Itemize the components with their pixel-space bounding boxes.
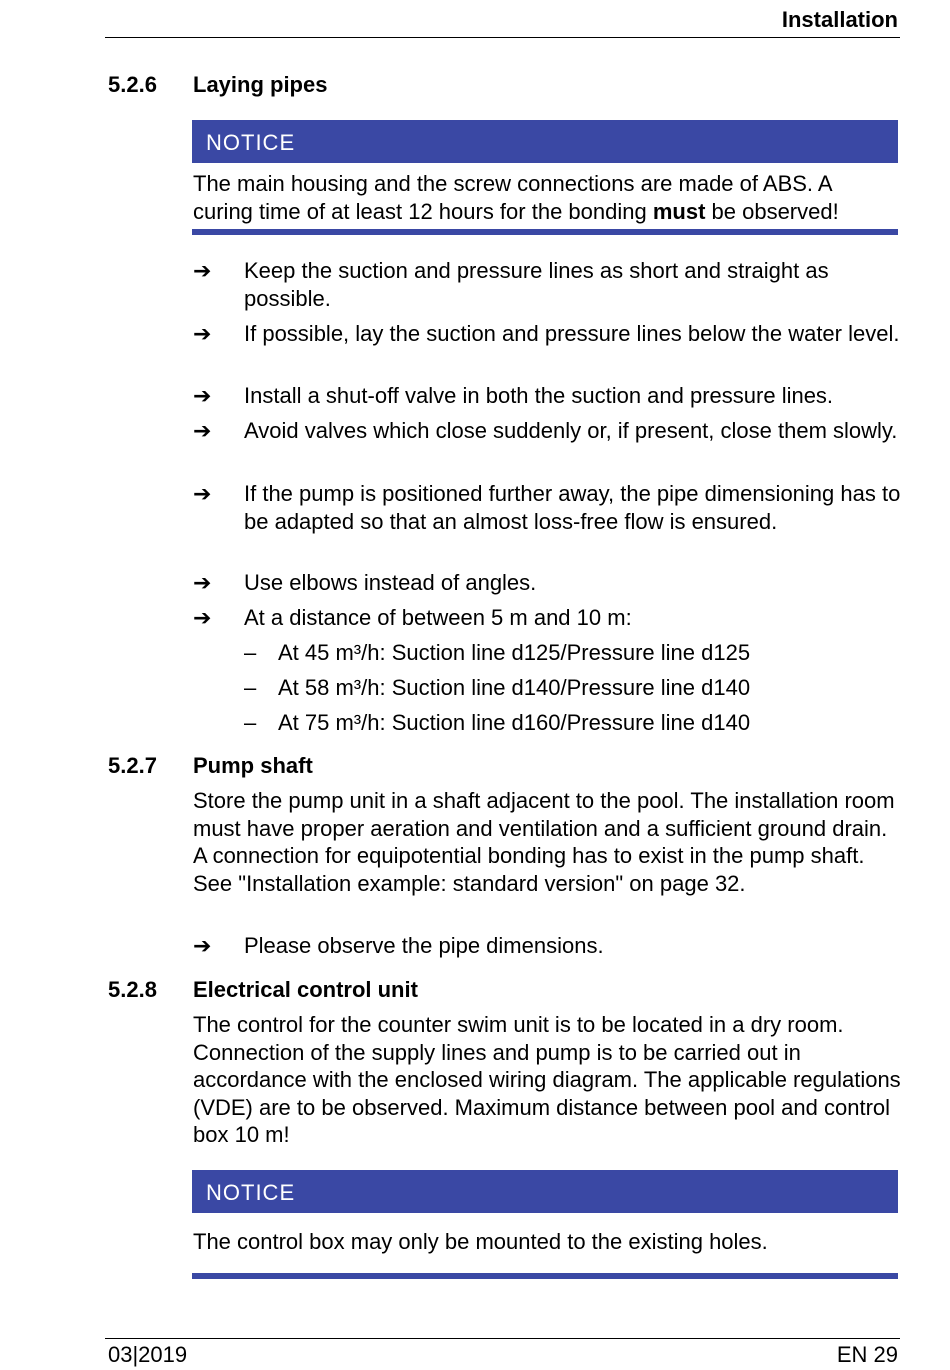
notice-line-2-post: be observed! xyxy=(705,199,839,224)
list-item: Please observe the pipe dimensions. xyxy=(244,933,604,958)
section-number: 5.2.8 xyxy=(108,977,157,1002)
notice-banner: NOTICE xyxy=(192,1170,898,1213)
page-number: EN 29 xyxy=(836,1342,898,1367)
arrow-icon: ➔ xyxy=(193,933,212,958)
section-title: Laying pipes xyxy=(193,72,328,97)
arrow-icon: ➔ xyxy=(193,481,212,506)
notice-text: The control box may only be mounted to the existing holes. xyxy=(193,1229,768,1254)
arrow-icon: ➔ xyxy=(193,418,212,443)
section-title: Pump shaft xyxy=(193,753,313,778)
section-number: 5.2.7 xyxy=(108,753,157,778)
sub-list-item: At 58 m³/h: Suction line d140/Pressure line d140 xyxy=(278,675,751,700)
section-paragraph: Store the pump unit in a shaft adjacent to the pool. The installation room must have proper aeration and ventilation and a sufficient ground drain. A connection for equipotential bonding has to exist in the pump shaft. See "Installation example: standard version" on page 32. xyxy=(193,788,895,896)
notice-line-2 xyxy=(193,198,903,226)
list-item: Keep the suction and pressure lines as short and straight as possible. xyxy=(244,258,829,311)
arrow-icon: ➔ xyxy=(193,605,212,630)
notice-end-rule xyxy=(192,1273,898,1279)
section-number: 5.2.6 xyxy=(108,72,157,97)
section-paragraph: The control for the counter swim unit is to be located in a dry room. Connection of the supply lines and pump is to be carried out in accordance with the enclosed wiring diagram. The applicable regulations (VDE) are to be observed. Maximum distance between pool and control box 10 m! xyxy=(193,1012,901,1147)
list-item: If the pump is positioned further away, the pipe dimensioning has to be adapted so that an almost loss-free flow is ensured. xyxy=(244,481,901,534)
notice-text xyxy=(193,170,903,226)
page-header-title: Installation xyxy=(781,7,898,32)
dash-marker: – xyxy=(244,675,257,700)
list-item: At a distance of between 5 m and 10 m: xyxy=(244,605,632,630)
list-item: Install a shut-off valve in both the suction and pressure lines. xyxy=(244,383,834,408)
notice-line-2-pre: curing time of at least 12 hours for the bonding xyxy=(193,199,653,224)
header-rule xyxy=(105,37,900,38)
list-item: Avoid valves which close suddenly or, if present, close them slowly. xyxy=(244,418,898,443)
arrow-icon: ➔ xyxy=(193,570,212,595)
arrow-icon: ➔ xyxy=(193,258,212,283)
notice-emphasis: must xyxy=(652,199,706,224)
list-item: Use elbows instead of angles. xyxy=(244,570,537,595)
footer-rule xyxy=(105,1338,900,1339)
notice-line-1: The main housing and the screw connections are made of ABS. A xyxy=(193,171,833,196)
notice-end-rule xyxy=(192,229,898,235)
footer-date: 03|2019 xyxy=(108,1342,188,1367)
list-item: If possible, lay the suction and pressure lines below the water level. xyxy=(244,321,900,346)
sub-list-item: At 45 m³/h: Suction line d125/Pressure line d125 xyxy=(278,640,751,665)
dash-marker: – xyxy=(244,710,257,735)
dash-marker: – xyxy=(244,640,257,665)
arrow-icon: ➔ xyxy=(193,383,212,408)
notice-banner: NOTICE xyxy=(192,120,898,163)
section-title: Electrical control unit xyxy=(193,977,418,1002)
arrow-icon: ➔ xyxy=(193,321,212,346)
sub-list-item: At 75 m³/h: Suction line d160/Pressure line d140 xyxy=(278,710,751,735)
